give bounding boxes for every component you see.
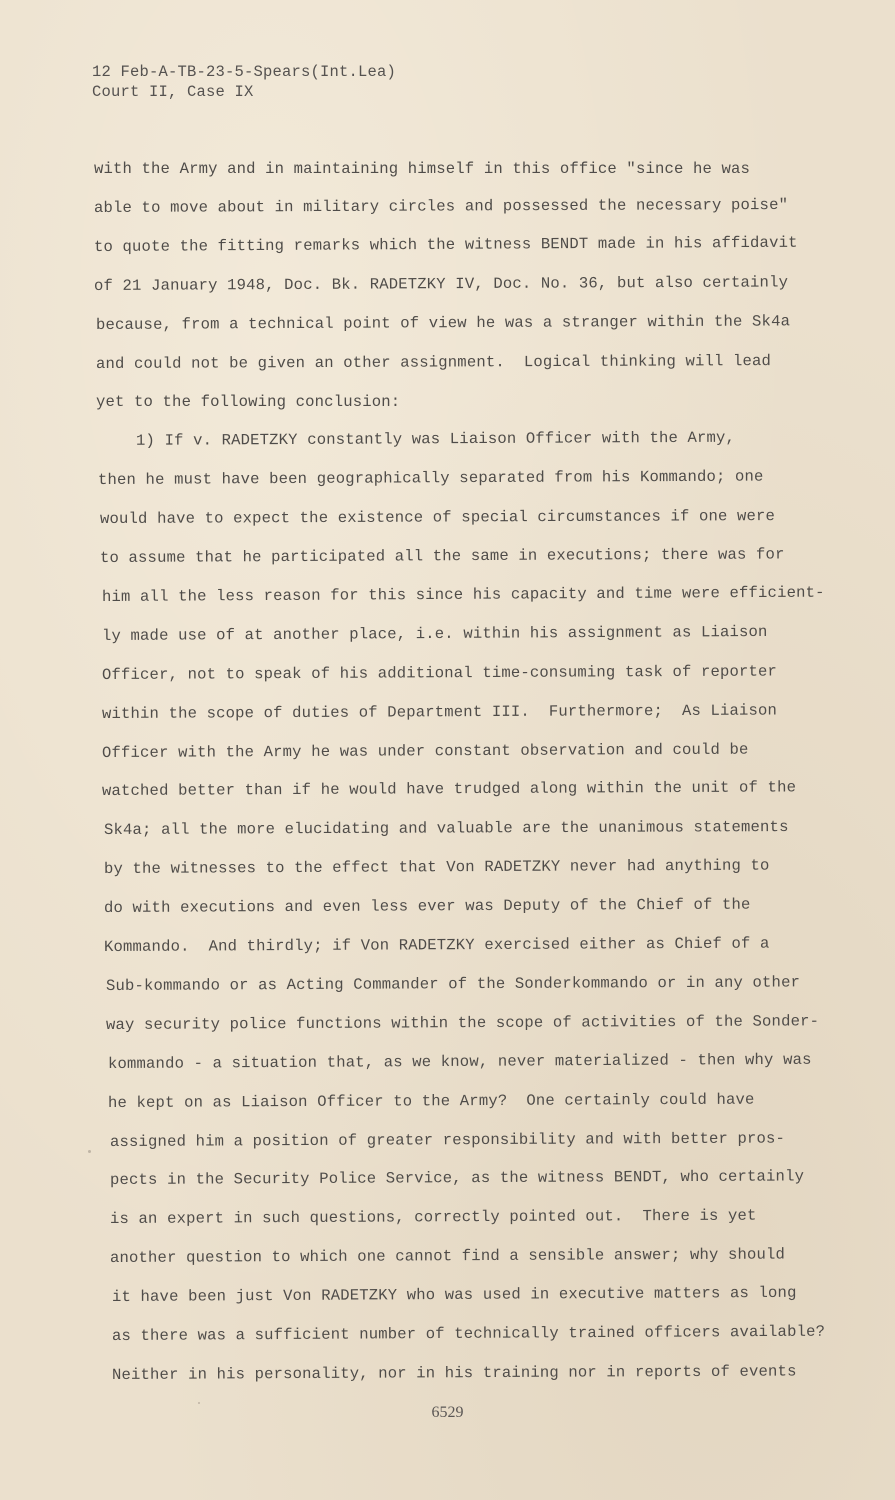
paper-speck [88,1150,91,1153]
body-line: it have been just Von RADETZKY who was used in executive matters as long [111,1283,797,1307]
body-line: assigned him a position of greater responsibility and with better pros- [109,1128,786,1151]
body-line: of 21 January 1948, Doc. Bk. RADETZKY IV, Doc. No. 36, but also certainly [93,273,789,295]
body-line: by the witnesses to the effect that Von RADETZKY never had anything to [103,856,770,879]
body-line: way security police functions within the scope of activities of the Sonder- [105,1012,820,1034]
paper-speck [198,1402,200,1404]
body-line: is an expert in such questions, correctly pointed out. There is yet [109,1206,757,1229]
body-line: would have to expect the existence of special circumstances if one were [99,507,776,529]
header-court-case: Court II, Case IX [92,83,254,101]
body-line: with the Army and in maintaining himself in this office "since he was [94,160,751,178]
body-line: Neither in his personality, nor in his training nor in reports of events [111,1362,797,1384]
body-line: yet to the following conclusion: [96,393,401,412]
body-line: Officer, not to speak of his additional time-consuming task of reporter [101,662,778,684]
body-line: 1) If v. RADETZKY constantly was Liaison Officer with the Army, [97,428,736,451]
body-line: him all the less reason for this since his capacity and time were efficient- [101,583,825,606]
body-line: ly made use of at another place, i.e. within his assignment as Liaison [101,622,768,645]
body-line: to quote the fitting remarks which the witness BENDT made in his affidavit [93,233,798,256]
body-line: to assume that he participated all the same in executions; there was for [99,545,785,567]
body-line: as there was a sufficient number of technically trained officers available? [111,1322,826,1345]
body-line: Officer with the Army he was under constant observation and could be [101,740,749,762]
body-line: pects in the Security Police Service, as the witness BENDT, who certainly [109,1167,805,1190]
body-line: Sub-kommando or as Acting Commander of the Sonderkommando or in any other [105,973,801,995]
body-line: Kommando. And thirdly; if Von RADETZKY exercised either as Chief of a [103,934,770,956]
page-number: 6529 [431,1404,464,1421]
header-reference: 12 Feb-A-TB-23-5-Spears(Int.Lea) [92,63,397,81]
body-line: kommando - a situation that, as we know, never materialized - then why was [107,1050,812,1073]
body-line: do with executions and even less ever was Deputy of the Chief of the [103,895,751,918]
body-line: watched better than if he would have trudged along within the unit of the [101,778,797,801]
body-line: he kept on as Liaison Officer to the Army? One certainly could have [107,1090,755,1112]
body-line: Sk4a; all the more elucidating and valuable are the unanimous statements [103,818,789,840]
body-line: another question to which one cannot find a sensible answer; why should [109,1245,786,1268]
body-line: within the scope of duties of Department III. Furthermore; As Liaison [101,701,778,723]
body-line: because, from a technical point of view he was a stranger within the Sk4a [95,311,791,334]
body-line: able to move about in military circles and possessed the necessary poise" [93,195,789,217]
body-line: then he must have been geographically separated from his Kommando; one [97,467,764,490]
body-line: and could not be given an other assignment. Logical thinking will lead [95,351,772,373]
document-header [92,62,396,102]
